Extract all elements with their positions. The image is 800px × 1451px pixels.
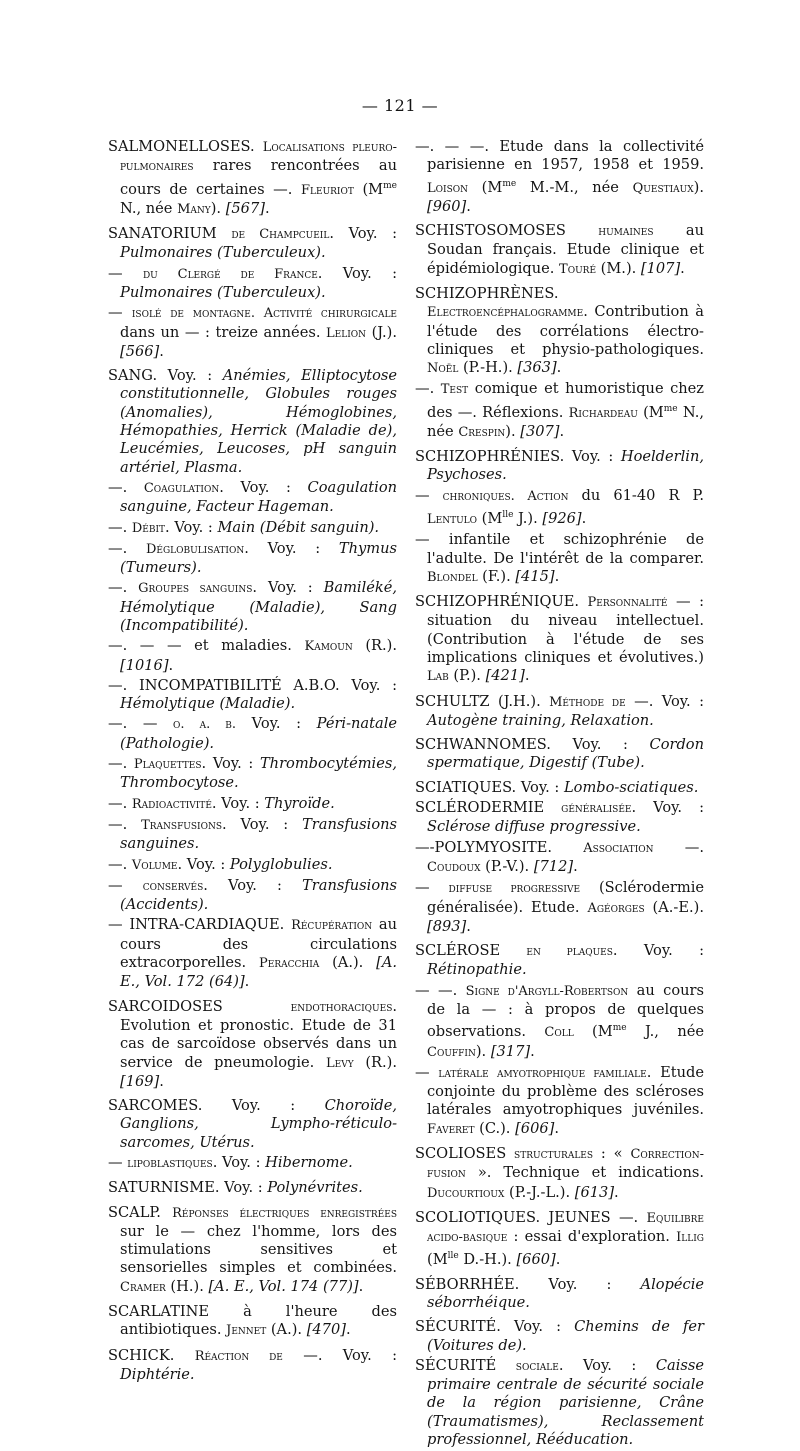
page-number: — 121 —: [361, 96, 439, 115]
index-entry: [108, 304, 397, 361]
entry-text: . Voy. :: [631, 799, 704, 817]
entry-text: (P.-V.).: [480, 857, 534, 875]
italic-text: Thrombocytémies, Thrombocytose.: [120, 755, 397, 792]
entry-text: SATURNISME. Voy. :: [108, 1179, 268, 1197]
entry-text: —.: [108, 815, 142, 833]
entry-text: (Sclérodermie généralisée). Etude.: [427, 879, 705, 916]
index-entry: [108, 1347, 397, 1385]
superscript: me: [383, 180, 397, 191]
entry-text: . Voy. :: [165, 518, 218, 536]
index-entry: [415, 448, 704, 485]
italic-text: Choroïde, Ganglions, Lympho-réticulo-sarcomes, Utérus.: [120, 1097, 397, 1151]
entry-text: .: [345, 1321, 351, 1339]
index-entry: [108, 479, 397, 517]
entry-text: SCOLIOTIQUES. JEUNES —.: [415, 1208, 647, 1226]
entry-text: (C.).: [474, 1119, 516, 1137]
index-entry: [415, 982, 704, 1062]
small-caps-text: Coll: [544, 1025, 574, 1041]
small-caps-text: Signe d'Argyll-Robertson: [465, 983, 629, 999]
entry-text: —: [108, 304, 132, 322]
entry-text: (P.-J.-L.).: [504, 1183, 575, 1201]
left-column: [108, 138, 397, 1451]
entry-text: —: [415, 1063, 439, 1081]
entry-text: SCHWANNOMES. Voy. :: [415, 736, 650, 754]
small-caps-text: Plaquettes: [133, 757, 202, 773]
italic-text: [317]: [490, 1042, 531, 1060]
small-caps-text: généralisée: [561, 801, 632, 817]
index-entry: [108, 755, 397, 793]
small-caps-text: Richardeau: [568, 405, 638, 421]
entry-text: J.).: [513, 509, 543, 527]
small-caps-text: Débit: [131, 520, 166, 536]
entry-text: —. INCOMPATIBILITÉ A.B.O. Voy. :: [108, 676, 397, 694]
entry-text: (M: [353, 180, 384, 198]
small-caps-text: isolé de montagne. Activité chirurgicale: [131, 306, 398, 322]
entry-text: sur le — chez l'homme, lors des stimulations sensitives et sensorielles simples et combinées.: [120, 1222, 397, 1277]
entry-text: . Voy. :: [177, 855, 230, 873]
entry-text: —.: [653, 838, 704, 856]
superscript: lle: [502, 510, 514, 521]
italic-text: [169]: [120, 1072, 160, 1090]
small-caps-text: Blondel: [427, 569, 478, 585]
entry-text: .: [358, 1277, 364, 1295]
entry-text: .: [466, 917, 471, 935]
entry-text: —. —: [108, 715, 173, 733]
small-caps-text: Réaction de: [194, 1348, 283, 1364]
entry-text: SCIATIQUES. Voy. :: [415, 778, 564, 796]
entry-text: .: [680, 259, 685, 277]
index-entry: [415, 736, 704, 773]
italic-text: Thymus (Tumeurs).: [120, 539, 398, 577]
index-entry: [415, 285, 704, 378]
index-entry: [415, 380, 704, 442]
small-caps-text: Lelion: [326, 325, 367, 341]
index-entry: [108, 519, 397, 538]
index-entry: [415, 799, 704, 837]
entry-text: —.: [108, 478, 144, 496]
entry-text: . Voy. :: [244, 539, 339, 557]
entry-text: —. Voy. :: [282, 1346, 397, 1364]
italic-text: Transfusions sanguines.: [120, 815, 397, 853]
italic-text: [712]: [533, 857, 574, 875]
entry-text: . Contribution à l'étude des corrélations électro-cliniques et physio-pathologiques.: [427, 303, 704, 358]
index-entry: [415, 693, 704, 731]
index-entry: [108, 1154, 397, 1173]
italic-text: [363]: [517, 359, 557, 377]
small-caps-text: Personnalité: [587, 595, 668, 611]
entry-text: . Voy. :: [252, 579, 324, 597]
entry-text: — : situation du niveau intellectuel. (Contribution à l'étude de ses implications cliniques et évolutives.): [427, 593, 704, 666]
entry-text: M.-M., née: [516, 178, 633, 196]
italic-text: [A. E., Vol. 172 (64)]: [120, 954, 398, 991]
small-caps-text: Couffin: [427, 1044, 476, 1060]
small-caps-text: Lentulo: [427, 511, 478, 527]
index-entry: [108, 637, 397, 675]
italic-text: Lombo-sciatiques.: [563, 778, 699, 796]
index-entry: [415, 1276, 704, 1313]
entry-text: .: [581, 509, 587, 527]
small-caps-text: Peracchia: [259, 956, 320, 972]
italic-text: Caisse primaire centrale de sécurité sociale de la région parisienne, Crâne (Traumatismes), Reclassement professionnel, Rééducation.: [427, 1356, 704, 1448]
italic-text: Bamiléké, Hémolytique (Maladie), Sang (Incompatibilité).: [120, 579, 398, 634]
small-caps-text: Kamoun: [304, 639, 353, 655]
index-entry: [415, 942, 704, 980]
small-caps-text: Transfusions: [141, 817, 223, 833]
italic-text: Hibernome.: [265, 1154, 353, 1171]
entry-text: — INTRA-CARDIAQUE.: [108, 916, 292, 934]
entry-text: ).: [693, 178, 704, 196]
italic-text: [1016]: [120, 656, 169, 674]
entry-text: —: [108, 264, 143, 282]
entry-text: D.-H.).: [458, 1251, 517, 1269]
entry-text: SCLÉROSE: [415, 942, 527, 960]
index-entry: [108, 225, 397, 263]
italic-text: [421]: [485, 667, 525, 685]
small-caps-text: Questiaux: [632, 180, 694, 196]
small-caps-text: Electroencéphalogramme: [427, 305, 584, 321]
small-caps-text: Correction-fusion: [427, 1146, 704, 1182]
entry-text: . Evolution et pronostic. Etude de 31 cas de sarcoïdose observés dans un service de pneumologie.: [120, 997, 397, 1071]
small-caps-text: chroniques. Action: [442, 488, 569, 504]
entry-text: . Voy. :: [219, 478, 308, 496]
superscript: me: [663, 403, 678, 414]
small-caps-text: Crespin: [458, 424, 506, 440]
entry-text: (M: [427, 1251, 448, 1269]
small-caps-text: Equilibre acido-basique: [427, 1210, 704, 1246]
entry-text: .: [554, 1119, 559, 1137]
entry-text: —.: [108, 579, 139, 597]
small-caps-text: en plaques: [526, 944, 613, 960]
entry-text: SANATORIUM: [108, 225, 232, 243]
small-caps-text: Localisations pleuro-pulmonaires: [120, 140, 397, 175]
entry-text: —.: [108, 518, 132, 536]
entry-text: (J.).: [366, 323, 397, 341]
italic-text: Autogène training, Relaxation.: [427, 711, 654, 729]
italic-text: [567]: [225, 199, 265, 217]
entry-text: (R.).: [353, 1053, 397, 1071]
italic-text: [566]: [120, 342, 160, 360]
italic-text: Chemins de fer (Voitures de).: [427, 1318, 704, 1354]
entry-text: (A.).: [319, 954, 377, 972]
entry-text: ).: [210, 199, 226, 217]
entry-text: ).: [505, 422, 521, 440]
small-caps-text: Jennet: [226, 1323, 267, 1339]
entry-text: SCLÉRODERMIE: [415, 799, 562, 817]
entry-text: —. Voy. :: [625, 692, 704, 710]
entry-text: SANG. Voy. :: [108, 367, 223, 385]
small-caps-text: Groupes sanguins: [138, 581, 253, 597]
index-entry: [415, 487, 704, 529]
small-caps-text: sociale: [515, 1358, 559, 1374]
italic-text: Diphtérie.: [120, 1365, 195, 1383]
entry-text: au Soudan français. Etude clinique et épidémiologique.: [427, 222, 704, 277]
entry-text: SCHIZOPHRÉNIES. Voy. :: [415, 448, 621, 466]
small-caps-text: Radioactivité: [131, 796, 212, 812]
entry-text: SCHULTZ (J.H.).: [415, 692, 550, 710]
entry-text: comique et humoristique chez des —. Réflexions.: [427, 380, 704, 421]
index-entry: [415, 1209, 704, 1270]
entry-text: ». Technique et indications.: [465, 1164, 704, 1182]
small-caps-text: humaines: [598, 224, 654, 240]
italic-text: Transfusions (Accidents).: [120, 876, 398, 914]
small-caps-text: conservés: [142, 878, 204, 894]
italic-text: [606]: [515, 1119, 555, 1137]
italic-text: [893]: [427, 917, 467, 935]
entry-text: .: [524, 667, 530, 685]
index-entry: [108, 1303, 397, 1341]
small-caps-text: o. a. b.: [173, 717, 237, 733]
italic-text: [660]: [516, 1251, 556, 1269]
entry-text: SARCOIDOSES: [108, 997, 291, 1015]
entry-text: .: [466, 197, 471, 215]
entry-text: SCHIZOPHRÈNES.: [415, 284, 559, 302]
entry-text: (F.).: [477, 567, 516, 585]
small-caps-text: Cramer: [120, 1279, 166, 1295]
italic-text: [107]: [640, 259, 681, 277]
entry-text: .: [556, 359, 562, 377]
index-entry: [415, 879, 704, 936]
index-entry: [108, 998, 397, 1091]
italic-text: Hémolytique (Maladie).: [120, 695, 296, 713]
italic-text: Péri-natale (Pathologie).: [120, 715, 397, 752]
index-entry: [108, 1179, 397, 1197]
entry-text: —: [108, 1154, 128, 1171]
small-caps-text: Illig: [676, 1230, 704, 1246]
small-caps-text: Agéorges: [587, 900, 645, 916]
index-entry: [108, 1204, 397, 1297]
entry-text: —.: [108, 755, 134, 773]
entry-text: : «: [593, 1144, 631, 1162]
entry-text: —.: [108, 855, 132, 873]
entry-text: . Etude conjointe du problème des scléroses latérales amyotrophiques juvéniles.: [427, 1063, 704, 1119]
entry-text: SÉCURITÉ. Voy. :: [415, 1318, 575, 1336]
small-caps-text: Fleuriot: [301, 182, 354, 198]
italic-text: Sclérose diffuse progressive.: [427, 818, 641, 836]
index-entry: [108, 367, 397, 477]
index-entry: [108, 877, 397, 915]
small-caps-text: diffuse progressive: [448, 881, 581, 897]
index-entry: [108, 138, 397, 219]
index-entry: [108, 916, 397, 991]
entry-text: —-POLYMYOSITE.: [415, 838, 584, 856]
italic-text: Pulmonaires (Tuberculeux).: [120, 283, 326, 301]
entry-text: —.: [108, 794, 132, 812]
index-entry: [108, 795, 397, 814]
small-caps-text: Volume: [131, 857, 178, 873]
superscript: me: [612, 1023, 627, 1034]
italic-text: Coagulation sanguine, Facteur Hageman.: [120, 478, 398, 516]
entry-text: du 61-40 R P.: [568, 486, 704, 504]
entry-text: .: [244, 973, 250, 991]
entry-text: .: [264, 199, 270, 217]
italic-text: Polynévrites.: [267, 1179, 363, 1197]
italic-text: Anémies, Elliptocytose constitutionnelle, Globules rouges (Anomalies), Hémoglobines, Hémopathies, Herrick (Maladie de), Leucémies, Leucoses, pH sanguin artériel, Plasma.: [120, 367, 397, 476]
small-caps-text: Méthode de: [549, 694, 626, 710]
entry-text: . Voy. :: [211, 794, 265, 812]
entry-text: (M.).: [596, 259, 641, 277]
italic-text: [307]: [520, 422, 560, 440]
small-caps-text: Lab: [427, 669, 449, 685]
small-caps-text: Faveret: [427, 1121, 475, 1137]
entry-text: .: [573, 857, 578, 875]
entry-text: (P.).: [448, 667, 486, 685]
entry-text: SÉCURITÉ: [415, 1356, 516, 1374]
entry-text: .: [168, 656, 174, 674]
small-caps-text: Coagulation: [143, 480, 220, 496]
small-caps-text: endothoraciques: [290, 999, 393, 1015]
italic-text: [A. E., Vol. 174 (77)]: [208, 1277, 359, 1295]
index-entry: [108, 1097, 397, 1152]
index-entry: [415, 1145, 704, 1203]
small-caps-text: Réponses électriques enregistrées: [172, 1205, 397, 1221]
italic-text: [470]: [306, 1321, 346, 1339]
index-entry: [415, 839, 704, 878]
entry-text: (H.).: [165, 1277, 209, 1295]
entry-text: —: [415, 486, 443, 504]
index-entry: [108, 816, 397, 854]
entry-text: ).: [475, 1042, 491, 1060]
italic-text: Pulmonaires (Tuberculeux).: [120, 244, 326, 262]
right-column: [415, 138, 704, 1451]
entry-text: .: [614, 1183, 619, 1201]
italic-text: [926]: [542, 509, 582, 527]
entry-text: — —.: [415, 981, 466, 999]
entry-text: SCALP.: [108, 1203, 173, 1221]
index-entry: [415, 531, 704, 587]
italic-text: Cordon spermatique, Digestif (Tube).: [427, 736, 704, 772]
entry-text: rares rencontrées au cours de certaines —.: [120, 157, 397, 198]
index-entry: [415, 222, 704, 279]
index-columns: [108, 138, 704, 1451]
index-entry: [108, 579, 397, 635]
entry-text: .: [530, 1042, 535, 1060]
small-caps-text: structurales: [514, 1146, 594, 1162]
entry-text: . Voy. :: [317, 264, 398, 282]
entry-text: (M: [468, 178, 503, 196]
italic-text: Rétinopathie.: [427, 961, 527, 979]
index-entry: [415, 593, 704, 686]
index-entry: [415, 1318, 704, 1355]
entry-text: J., née: [626, 1023, 704, 1041]
entry-text: SCARLATINE à l'heure des antibiotiques.: [108, 1303, 397, 1339]
entry-text: . Voy. :: [329, 225, 397, 243]
entry-text: . Voy. :: [201, 755, 260, 773]
index-entry: [415, 779, 704, 797]
superscript: lle: [447, 1251, 459, 1262]
entry-text: . Voy. :: [558, 1356, 656, 1374]
entry-text: (A.).: [266, 1321, 307, 1339]
entry-text: .: [555, 1251, 561, 1269]
index-entry: [108, 856, 397, 875]
small-caps-text: Récupération: [291, 918, 373, 934]
superscript: me: [502, 178, 517, 189]
entry-text: — infantile et schizophrénie de l'adulte. De l'intérêt de la comparer.: [415, 531, 704, 567]
entry-text: . Voy. :: [222, 815, 303, 833]
small-caps-text: Ducourtioux: [427, 1185, 505, 1201]
index-entry: [415, 138, 704, 216]
entry-text: N., née: [120, 199, 178, 217]
entry-text: —: [415, 879, 449, 897]
entry-text: dans un — : treize années.: [120, 323, 327, 341]
entry-text: (M: [477, 509, 503, 527]
small-caps-text: Coudoux: [427, 859, 481, 875]
small-caps-text: lipoblastiques: [127, 1156, 213, 1171]
entry-text: N., née: [427, 403, 704, 440]
small-caps-text: du Clergé de France: [142, 266, 318, 282]
small-caps-text: Many: [177, 201, 211, 217]
small-caps-text: de Champcueil: [231, 227, 330, 243]
small-caps-text: Association: [583, 840, 654, 856]
entry-text: (M: [573, 1023, 613, 1041]
entry-text: SCHICK.: [108, 1346, 195, 1364]
entry-text: SCHIZOPHRÉNIQUE.: [415, 593, 588, 611]
index-entry: [108, 677, 397, 714]
index-entry: [108, 540, 397, 578]
entry-text: .: [554, 567, 560, 585]
entry-text: .: [159, 342, 164, 360]
entry-text: (A.-E.).: [644, 898, 704, 916]
italic-text: Thyroïde.: [264, 794, 335, 812]
entry-text: . Voy. :: [612, 942, 704, 960]
index-entry: [415, 1357, 704, 1449]
entry-text: —. — —. Etude dans la collectivité parisienne en 1957, 1958 et 1959.: [415, 138, 704, 174]
small-caps-text: Déglobulisation: [145, 541, 245, 557]
small-caps-text: Levy: [326, 1055, 354, 1071]
entry-text: : essai d'exploration.: [507, 1228, 677, 1246]
italic-text: Main (Débit sanguin).: [217, 518, 380, 536]
italic-text: [415]: [515, 567, 555, 585]
entry-text: —.: [415, 380, 441, 398]
italic-text: [960]: [427, 197, 467, 215]
entry-text: SCHISTOSOMOSES: [415, 222, 599, 240]
italic-text: Alopécie séborrhéique.: [427, 1275, 704, 1311]
entry-text: . Voy. :: [212, 1154, 266, 1171]
index-entry: [108, 265, 397, 303]
entry-text: .: [559, 422, 565, 440]
entry-text: (R.).: [352, 637, 397, 655]
italic-text: [613]: [574, 1183, 615, 1201]
entry-text: au cours des circulations extracorporelles.: [120, 916, 397, 972]
entry-text: Voy. :: [236, 715, 317, 733]
small-caps-text: latérale amyotrophique familiale: [438, 1065, 647, 1081]
entry-text: SALMONELLOSES.: [108, 138, 263, 155]
italic-text: Hoelderlin, Psychoses.: [427, 448, 704, 484]
entry-text: SÉBORRHÉE. Voy. :: [415, 1275, 641, 1293]
index-entry: [108, 715, 397, 753]
entry-text: (P.-H.).: [458, 359, 518, 377]
entry-text: au cours de la — : à propos de quelques observations.: [427, 981, 705, 1041]
small-caps-text: Loison: [427, 180, 468, 196]
entry-text: .: [159, 1072, 164, 1090]
index-entry: [415, 1064, 704, 1139]
entry-text: SCOLIOSES: [415, 1144, 515, 1162]
small-caps-text: Test: [440, 382, 469, 398]
small-caps-text: Noël: [427, 361, 459, 377]
italic-text: Polyglobulies.: [229, 855, 333, 873]
entry-text: —. — — et maladies.: [108, 637, 305, 655]
small-caps-text: Touré: [559, 261, 597, 277]
entry-text: . Voy. :: [203, 876, 303, 894]
entry-text: (M: [637, 403, 664, 421]
entry-text: —: [108, 876, 143, 894]
entry-text: —.: [108, 539, 146, 557]
entry-text: SARCOMES. Voy. :: [108, 1097, 325, 1115]
